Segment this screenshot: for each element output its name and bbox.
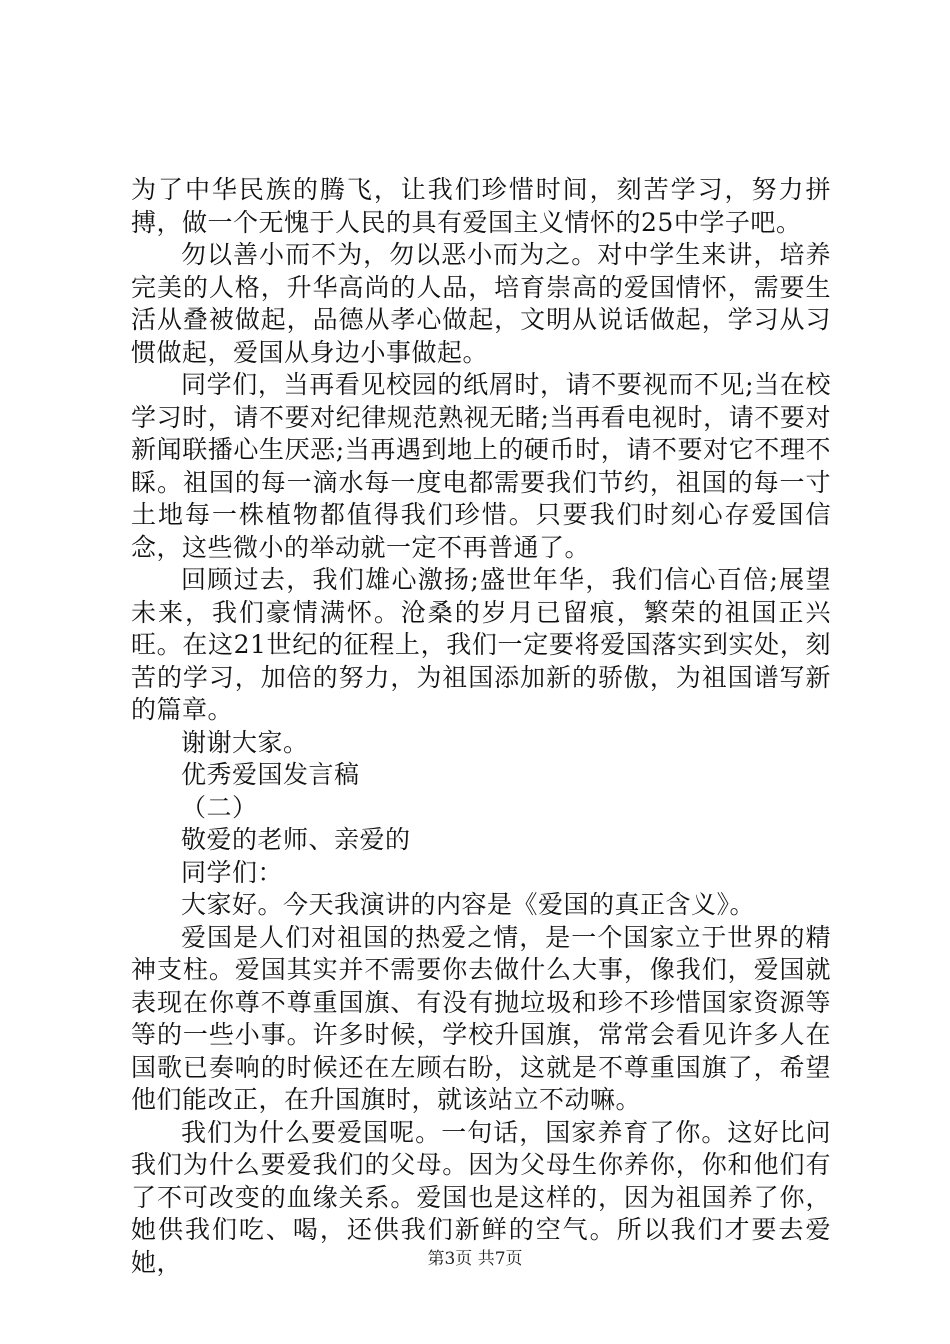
- page-footer: 第3页 共7页: [427, 1249, 523, 1269]
- paragraph-3: 同学们，当再看见校园的纸屑时，请不要视而不见;当在校学习时，请不要对纪律规范熟视无睹;当再看电视时，请不要对新闻联播心生厌恶;当再遇到地上的硬币时，请不要对它不理不睬。祖国的每一滴水每一度电都需要我们节约，祖国的每一寸土地每一株植物都值得我们珍惜。只要我们时刻心存爱国信念，这些微小的举动就一定不再普通了。: [131, 370, 831, 562]
- paragraph-6: 我们为什么要爱国呢。一句话，国家养育了你。这好比问我们为什么要爱我们的父母。因为父母生你养你，你和他们有了不可改变的血缘关系。爱国也是这样的，因为祖国养了你，她供我们吃、喝，还供我们新鲜的空气。所以我们才要去爱她，: [131, 1117, 831, 1277]
- closing-thanks: 谢谢大家。: [181, 727, 309, 757]
- salutation-line-2: 同学们：: [181, 857, 284, 887]
- paragraph-5: 爱国是人们对祖国的热爱之情，是一个国家立于世界的精神支柱。爱国其实并不需要你去做什么大事，像我们，爱国就表现在你尊不尊重国旗、有没有抛垃圾和珍不珍惜国家资源等等的一些小事。许多时候，学校升国旗，常常会看见许多人在国歌已奏响的时候还在左顾右盼，这就是不尊重国旗了，希望他们能改正，在升国旗时，就该站立不动嘛。: [131, 922, 831, 1114]
- paragraph-1: 为了中华民族的腾飞，让我们珍惜时间，刻苦学习，努力拼搏，做一个无愧于人民的具有爱国主义情怀的25中学子吧。: [131, 175, 831, 237]
- section-number: （二）: [181, 792, 258, 822]
- greeting: 大家好。今天我演讲的内容是《爱国的真正含义》。: [181, 890, 756, 919]
- salutation-line-1: 敬爱的老师、亲爱的: [181, 825, 411, 854]
- document-body: [131, 174, 831, 1279]
- paragraph-2: 勿以善小而不为，勿以恶小而为之。对中学生来讲，培养完美的人格，升华高尚的人品，培育崇高的爱国情怀，需要生活从叠被做起，品德从孝心做起，文明从说话做起，学习从习惯做起，爱国从身边小事做起。: [131, 240, 831, 367]
- section-title: 优秀爱国发言稿: [181, 760, 360, 789]
- paragraph-4: 回顾过去，我们雄心激扬;盛世年华，我们信心百倍;展望未来，我们豪情满怀。沧桑的岁月已留痕，繁荣的祖国正兴旺。在这21世纪的征程上，我们一定要将爱国落实到实处，刻苦的学习，加倍的努力，为祖国添加新的骄傲，为祖国谱写新的篇章。: [131, 565, 831, 724]
